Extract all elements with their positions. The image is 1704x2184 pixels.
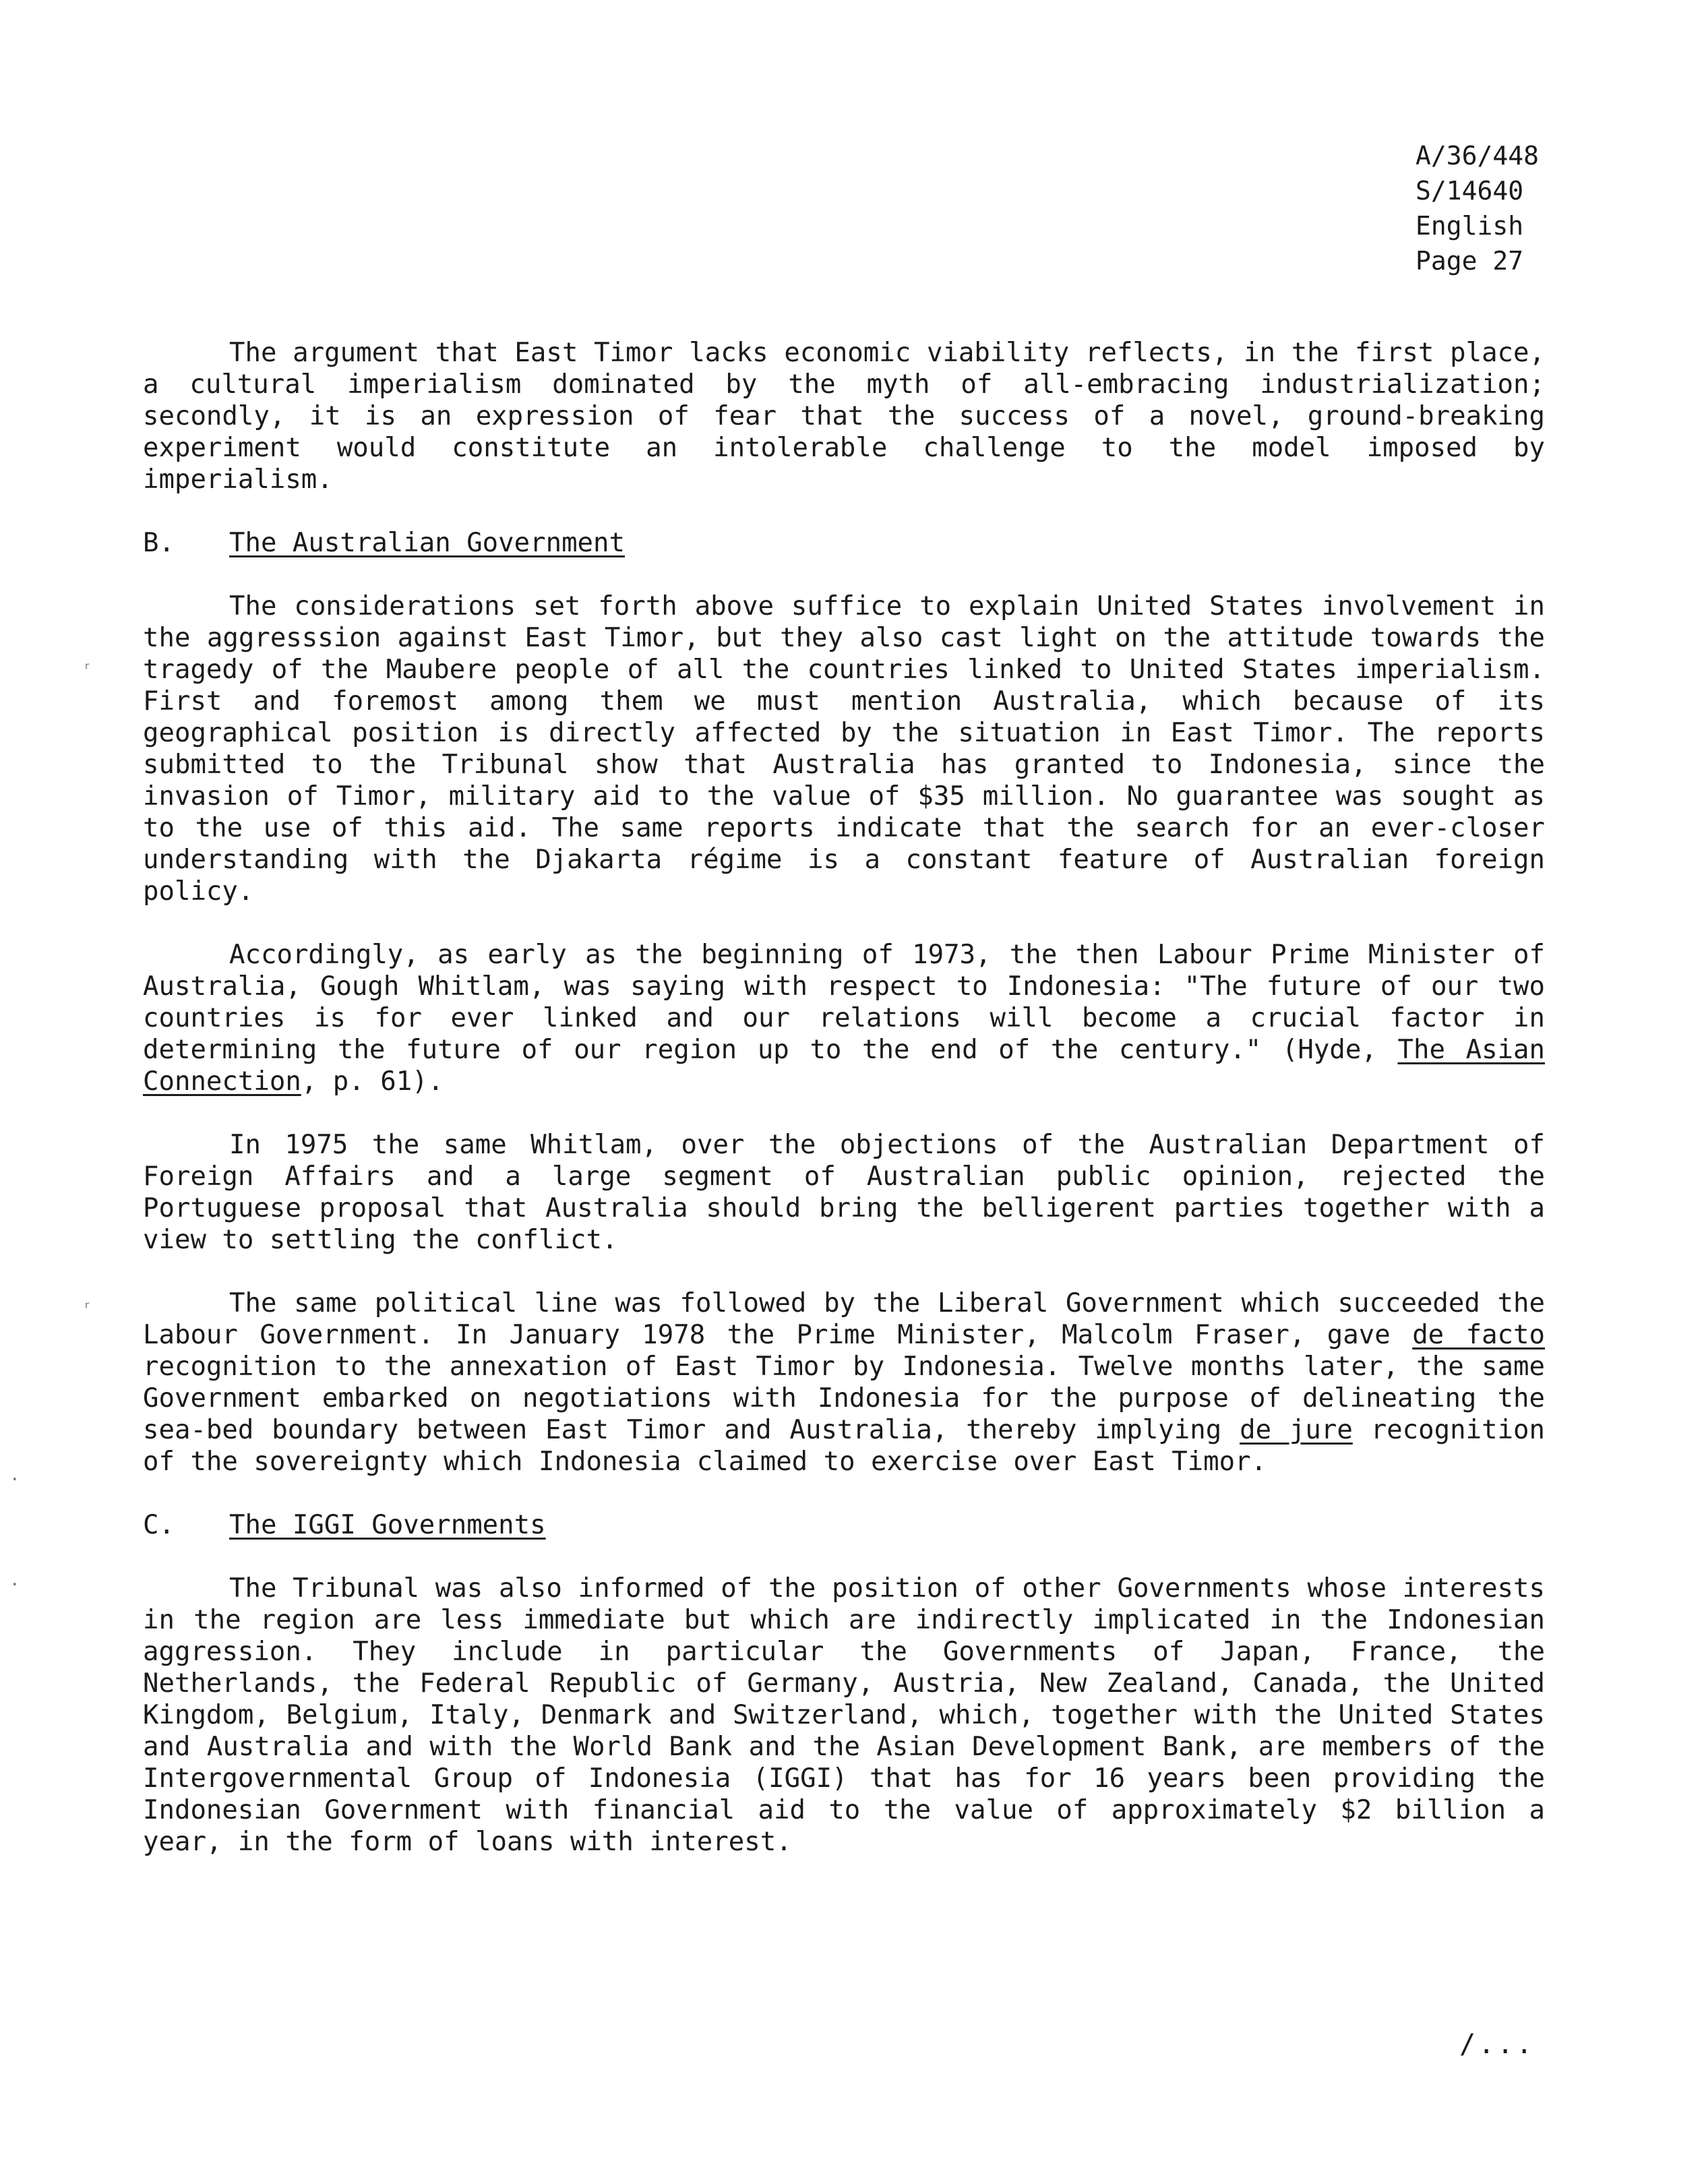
section-title: The Australian Government — [229, 528, 625, 558]
scan-speck: · — [9, 1575, 20, 1595]
document-symbol-a: A/36/448 — [1416, 141, 1540, 171]
paragraph-text: The same political line was followed by the Liberal Government which succeeded the Labour Government. In January 1978 the Prime Minister, Malcolm Fraser, gave — [143, 1288, 1545, 1350]
citation-page: , p. 61). — [301, 1066, 444, 1097]
paragraph-liberal-government — [143, 1287, 1545, 1478]
section-letter: C. — [143, 1510, 175, 1540]
scan-speck: · — [9, 1469, 20, 1490]
document-symbol-block — [1416, 138, 1645, 278]
paragraph-whitlam-1973 — [143, 939, 1545, 1097]
paragraph-text: recognition of the sovereignty which Indonesia claimed to exercise over East Timor. — [143, 1415, 1545, 1477]
section-heading-b — [143, 527, 1545, 559]
scan-speck: ʳ — [82, 659, 93, 679]
section-title: The IGGI Governments — [229, 1510, 546, 1540]
paragraph-economic-viability: The argument that East Timor lacks economic viability reflects, in the first place, a cultural imperialism dominated by the myth of all-embracing industrialization; secondly, it is an expression of fear that the success of a novel, ground-breaking experiment would constitute an intolerable challenge to the model imposed by imperialism. — [143, 338, 1545, 495]
paragraph-whitlam-1975: In 1975 the same Whitlam, over the objections of the Australian Department of Foreign Affairs and a large segment of Australian public opinion, rejected the Portuguese proposal that Australia should bring the belligerent parties together with a view to settling the conflict. — [143, 1130, 1545, 1255]
continuation-marker: /... — [1459, 2029, 1535, 2060]
paragraph-text: recognition to the annexation of East Timor by Indonesia. Twelve months later, the same Government embarked on negotiations with Indonesia for the purpose of delineating the sea-bed boundary between East Timor and Australia, thereby implying — [143, 1352, 1545, 1445]
paragraph-text: Accordingly, as early as the beginning of 1973, the then Labour Prime Minister of Australia, Gough Whitlam, was saying with respect to Indonesia: "The future of our two countries is for ever linked and our relations will become a crucial factor in determining the future of our region up to the end of the century." (Hyde, — [143, 940, 1545, 1065]
section-letter: B. — [143, 528, 175, 558]
paragraph-us-involvement: The considerations set forth above suffice to explain United States involvement in the aggresssion against East Timor, but they also cast light on the attitude towards the tragedy of the Maubere people of all the countries linked to United States imperialism. First and foremost among them we must mention Australia, which because of its geographical position is directly affected by the situation in East Timor. The reports submitted to the Tribunal show that Australia has granted to Indonesia, since the invasion of Timor, military aid to the value of $35 million. No guarantee was sought as to the use of this aid. The same reports indicate that the search for an ever-closer understanding with the Djakarta régime is a constant feature of Australian foreign policy. — [143, 591, 1545, 907]
page-number: Page 27 — [1416, 246, 1524, 276]
book-title: The Asian Connection — [143, 1035, 1545, 1097]
term-de-facto: de facto — [1412, 1320, 1545, 1350]
section-heading-c — [143, 1509, 1545, 1541]
term-de-jure: de jure — [1240, 1415, 1353, 1445]
document-symbol-s: S/14640 — [1416, 176, 1524, 206]
scan-speck: ʳ — [82, 1298, 93, 1318]
paragraph-iggi: The Tribunal was also informed of the position of other Governments whose interests in the region are less immediate but which are indirectly implicated in the Indonesian aggression. They include in particular the Governments of Japan, France, the Netherlands, the Federal Republic of Germany, Austria, New Zealand, Canada, the United Kingdom, Belgium, Italy, Denmark and Switzerland, which, together with the United States and Australia and with the World Bank and the Asian Development Bank, are members of the Intergovernmental Group of Indonesia (IGGI) that has for 16 years been providing the Indonesian Government with financial aid to the value of approximately $2 billion a year, in the form of loans with interest. — [143, 1573, 1545, 1857]
document-body — [143, 337, 1545, 1889]
document-language: English — [1416, 211, 1524, 241]
